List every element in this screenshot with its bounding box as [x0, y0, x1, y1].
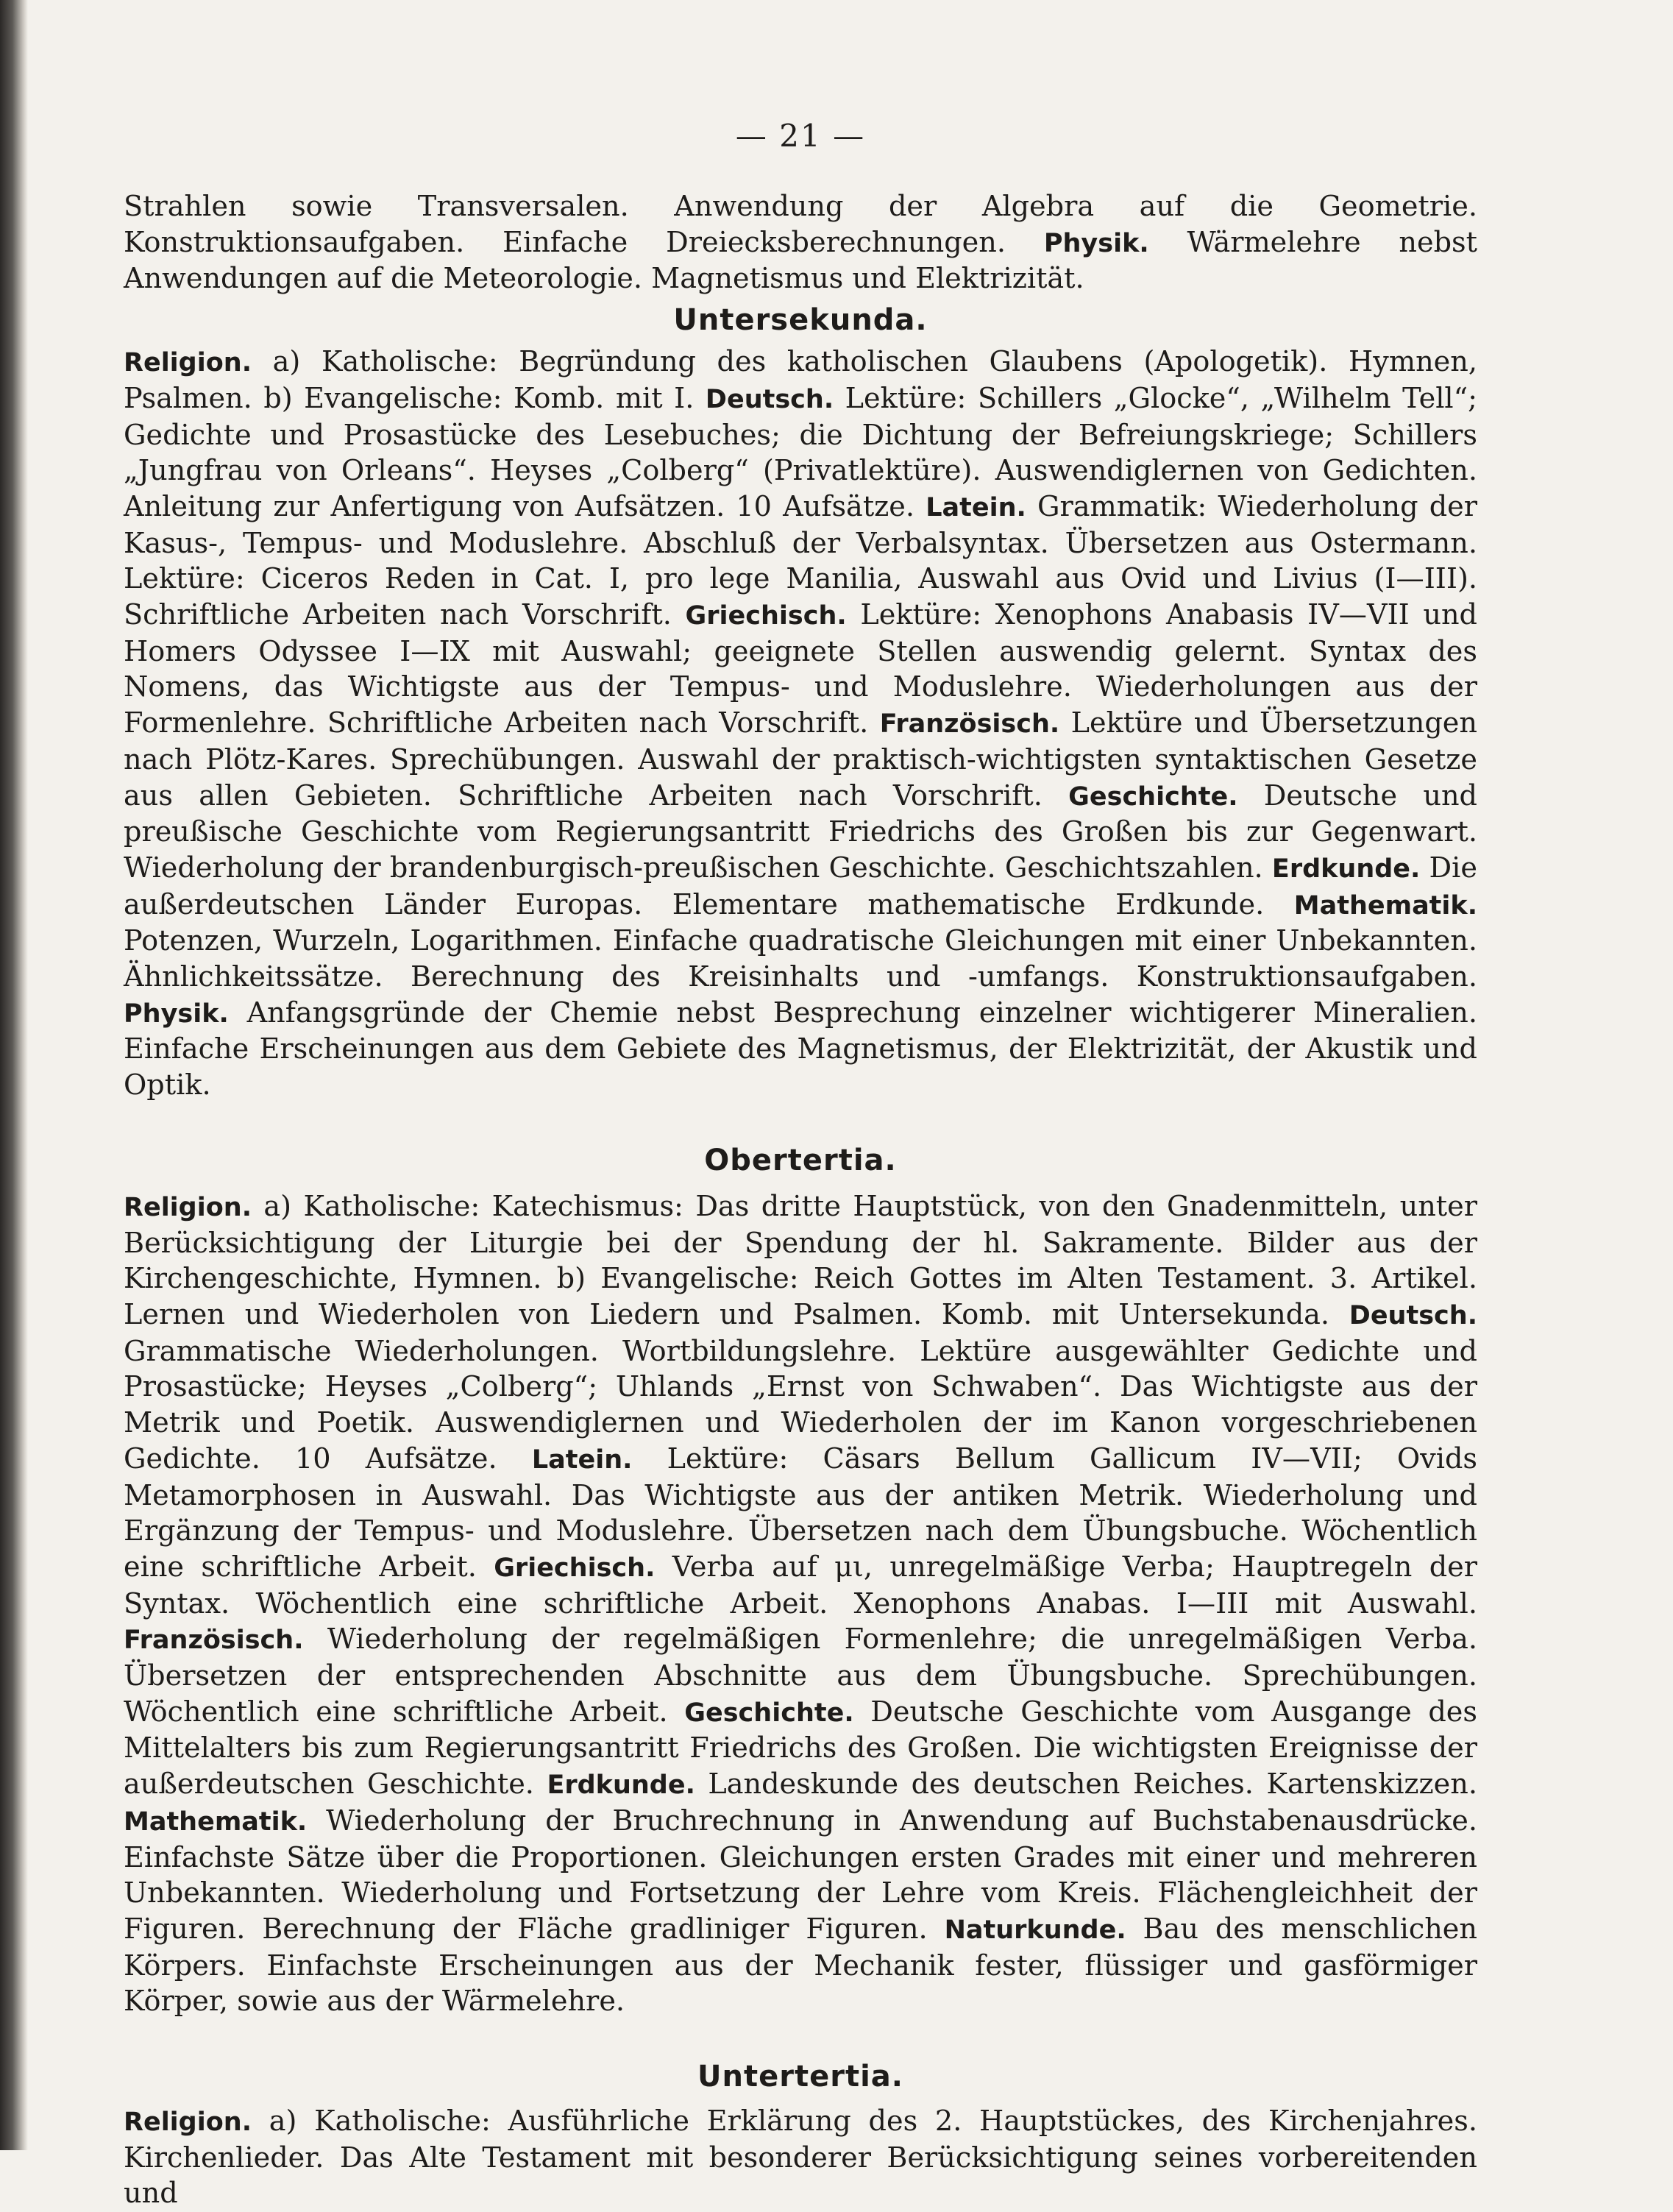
heading-untertertia: Untertertia.	[697, 2060, 903, 2094]
subject-label-religion: Religion.	[124, 348, 252, 378]
subject-text-geschichte: Deutsche und preußische Geschichte vom Regierungsantritt Friedrichs des Großen bis zur Gegenwart. Wiederholung der brandenburgisch-preußischen Geschichte. Geschichtszahlen.	[124, 779, 1477, 885]
book-page	[124, 118, 1478, 2211]
subject-text-mathematik: Wiederholung der Bruchrechnung in Anwendung auf Buchstabenausdrücke. Einfachste Sätze über die Proportionen. Gleichungen ersten Grades mit einer und mehreren Unbekannten. Wiederholung und Fortsetzung der Lehre vom Kreis. Flächengleichheit der Figuren. Berechnung der Fläche gradliniger Figuren.	[124, 1804, 1477, 1946]
untersekunda-paragraph	[124, 344, 1477, 1104]
subject-label-geschichte: Geschichte.	[1068, 781, 1238, 812]
subject-text-erdkunde: Die außerdeutschen Länder Europas. Elementare mathematische Erdkunde.	[124, 851, 1477, 921]
intro-text: Strahlen sowie Transversalen. Anwendung der Algebra auf die Geometrie. Konstruktionsaufgaben. Einfache Dreiecksberechnungen.	[124, 191, 1477, 259]
heading-untersekunda: Untersekunda.	[673, 303, 928, 338]
binding-shadow	[0, 0, 28, 2150]
subject-text-griechisch: Verba auf μι, unregelmäßige Verba; Hauptregeln der Syntax. Wöchentlich eine schriftliche Arbeit. Xenophons Anabas. I—III mit Auswahl.	[124, 1550, 1477, 1620]
subject-label-mathematik: Mathematik.	[1293, 890, 1477, 921]
obertertia-paragraph	[124, 1189, 1477, 2020]
subject-text-geschichte: Deutsche Geschichte vom Ausgange des Mittelalters bis zum Regierungsantritt Friedrichs des Großen. Die wichtigsten Ereignisse der außerdeutschen Geschichte.	[124, 1695, 1477, 1801]
subject-label-latein: Latein.	[531, 1444, 633, 1475]
untertertia-paragraph	[124, 2104, 1477, 2212]
subject-label-naturkunde: Naturkunde.	[944, 1915, 1126, 1945]
subject-label-geschichte: Geschichte.	[684, 1698, 854, 1728]
subject-label-latein: Latein.	[926, 492, 1026, 522]
subject-label-griechisch: Griechisch.	[685, 601, 847, 631]
subject-text-deutsch: Lektüre: Schillers „Glocke“, „Wilhelm Tell“; Gedichte und Prosastücke des Lesebuches; die Dichtung der Befreiungskriege; Schillers „Jungfrau von Orleans“. Heyses „Colberg“ (Privatlektüre). Auswendiglernen von Gedichten. Anleitung zur Anfertigung von Aufsätzen. 10 Aufsätze.	[124, 382, 1478, 523]
subject-label-deutsch: Deutsch.	[1349, 1300, 1477, 1330]
subject-text-erdkunde: Landeskunde des deutschen Reiches. Kartenskizzen.	[695, 1768, 1477, 1801]
subject-label-mathematik: Mathematik.	[124, 1807, 308, 1837]
subject-text-franzoesisch: Wiederholung der regelmäßigen Formenlehre; die unregelmäßigen Verba. Übersetzen der entsprechenden Abschnitte aus dem Übungsbuche. Sprechübungen. Wöchentlich eine schriftliche Arbeit.	[124, 1623, 1477, 1729]
subject-text-mathematik: Potenzen, Wurzeln, Logarithmen. Einfache quadratische Gleichungen mit einer Unbekannten. Ähnlichkeitssätze. Berechnung des Kreisinhalts und -umfangs. Konstruktionsaufgaben.	[124, 925, 1477, 994]
subject-label-erdkunde: Erdkunde.	[1271, 854, 1421, 884]
subject-label-physik: Physik.	[124, 999, 229, 1029]
page-number: — 21 —	[735, 118, 866, 154]
subject-label-griechisch: Griechisch.	[494, 1553, 656, 1583]
subject-label-deutsch: Deutsch.	[705, 384, 834, 414]
subject-label-franzoesisch: Französisch.	[124, 1626, 304, 1656]
subject-text-latein: Lektüre: Cäsars Bellum Gallicum IV—VII; Ovids Metamorphosen in Auswahl. Das Wichtigste aus der antiken Metrik. Wiederholung und Ergänzung der Tempus- und Moduslehre. Übersetzen nach dem Übungsbuche. Wöchentlich eine schriftliche Arbeit.	[124, 1442, 1477, 1584]
subject-text-naturkunde: Bau des menschlichen Körpers. Einfachste Erscheinungen aus der Mechanik fester, flüssiger und gasförmiger Körper, sowie aus der Wärmelehre.	[124, 1913, 1477, 2018]
subject-text-latein: Grammatik: Wiederholung der Kasus-, Tempus- und Moduslehre. Abschluß der Verbalsyntax. Übersetzen aus Ostermann. Lektüre: Ciceros Reden in Cat. I, pro lege Manilia, Auswahl aus Ovid und Livius (I—III). Schriftliche Arbeiten nach Vorschrift.	[124, 490, 1477, 632]
subject-text-religion: a) Katholische: Katechismus: Das dritte Hauptstück, von den Gnadenmitteln, unter Berücksichtigung der Liturgie bei der Spendung der hl. Sakramente. Bilder aus der Kirchengeschichte, Hymnen. b) Evangelische: Reich Gottes im Alten Testament. 3. Artikel. Lernen und Wiederholen von Liedern und Psalmen. Komb. mit Untersekunda.	[124, 1190, 1477, 1331]
subject-label-religion: Religion.	[124, 2108, 252, 2138]
intro-physik-text: Wärmelehre nebst Anwendungen auf die Meteorologie. Magnetismus und Elektrizität.	[124, 226, 1477, 296]
subject-text-religion: a) Katholische: Begründung des katholischen Glaubens (Apologetik). Hymnen, Psalmen. b) Evangelische: Komb. mit I.	[124, 346, 1477, 415]
subject-label-franzoesisch: Französisch.	[879, 709, 1060, 740]
heading-obertertia: Obertertia.	[704, 1143, 897, 1177]
subject-label-physik: Physik.	[1043, 228, 1149, 258]
subject-text-religion: a) Katholische: Ausführliche Erklärung des 2. Hauptstückes, des Kirchenjahres. Kirchenlieder. Das Alte Testament mit besonderer Berücksichtigung seines vorbereitenden und	[124, 2105, 1477, 2211]
subject-label-religion: Religion.	[124, 1192, 252, 1222]
subject-text-franzoesisch: Lektüre und Übersetzungen nach Plötz-Kares. Sprechübungen. Auswahl der praktisch-wichtigsten syntaktischen Gesetze aus allen Gebieten. Schriftliche Arbeiten nach Vorschrift.	[124, 707, 1478, 812]
subject-text-griechisch: Lektüre: Xenophons Anabasis IV—VII und Homers Odyssee I—IX mit Auswahl; geeignete Stellen auswendig gelernt. Syntax des Nomens, das Wichtigste aus der Tempus- und Moduslehre. Wiederholungen aus der Formenlehre. Schriftliche Arbeiten nach Vorschrift.	[124, 599, 1477, 740]
subject-label-erdkunde: Erdkunde.	[547, 1770, 695, 1801]
subject-text-deutsch: Grammatische Wiederholungen. Wortbildungslehre. Lektüre ausgewählter Gedichte und Prosastücke; Heyses „Colberg“; Uhlands „Ernst von Schwaben“. Das Wichtigste aus der Metrik und Poetik. Auswendiglernen und Wiederholen der im Kanon vorgeschriebenen Gedichte. 10 Aufsätze.	[124, 1335, 1477, 1475]
subject-text-physik: Anfangsgründe der Chemie nebst Besprechung einzelner wichtigerer Mineralien. Einfache Erscheinungen aus dem Gebiete des Magnetismus, der Elektrizität, der Akustik und Optik.	[124, 996, 1477, 1102]
intro-paragraph	[124, 189, 1477, 297]
